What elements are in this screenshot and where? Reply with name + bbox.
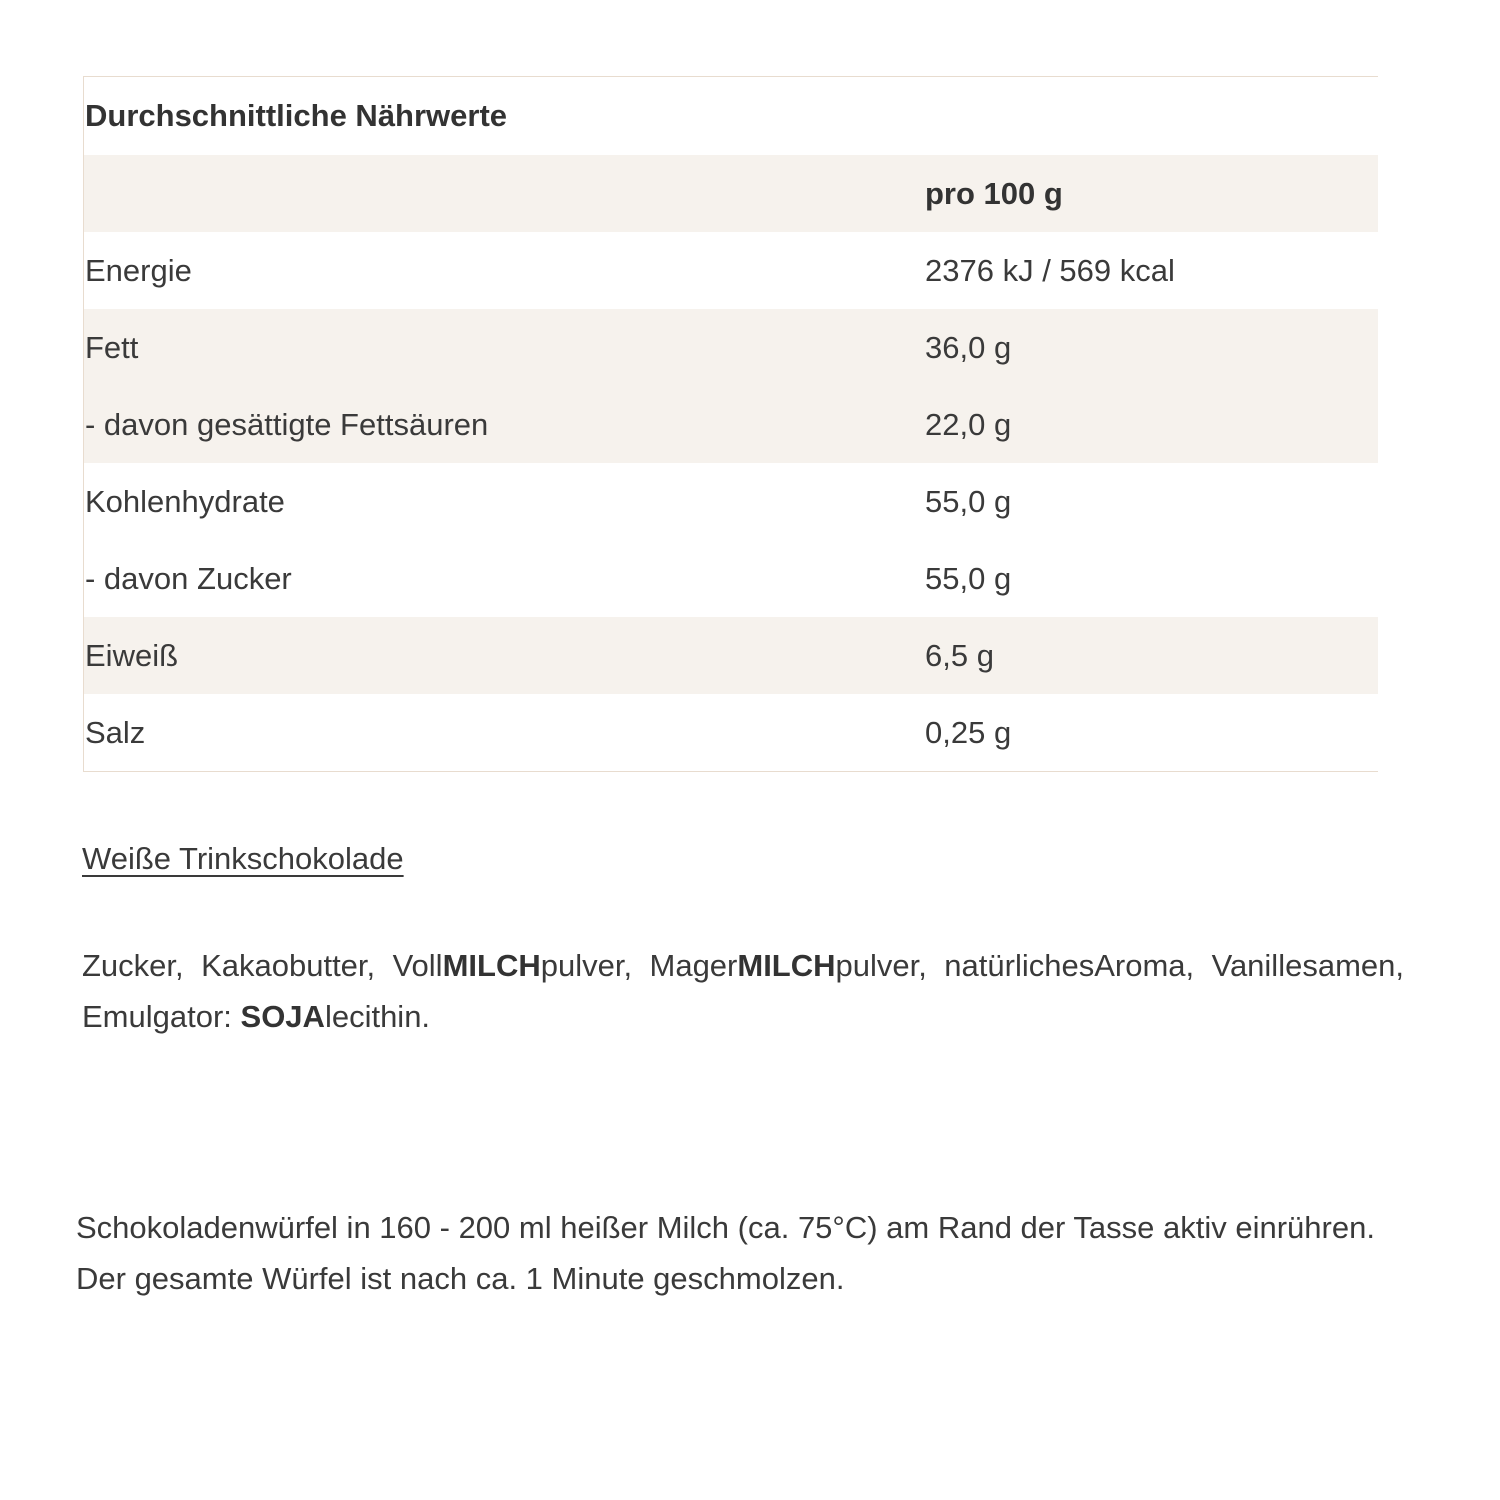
table-header-row	[84, 155, 1378, 232]
nutrient-label: - davon Zucker	[85, 560, 292, 596]
ingredients-text	[82, 940, 1404, 1042]
nutrient-value: 22,0 g	[925, 406, 1012, 442]
allergen-milk: MILCH	[737, 948, 836, 983]
nutrient-label: Fett	[85, 329, 139, 365]
preparation-instructions	[76, 1202, 1436, 1304]
table-row	[84, 694, 1378, 771]
ingredients-part: lecithin.	[324, 999, 431, 1034]
nutrient-label: Salz	[85, 714, 146, 750]
table-row	[84, 309, 1378, 386]
nutrient-value: 55,0 g	[925, 483, 1012, 519]
table-row	[84, 617, 1378, 694]
nutrient-value: 0,25 g	[925, 714, 1012, 750]
nutrient-value: 55,0 g	[925, 560, 1012, 596]
nutrient-value: 6,5 g	[925, 637, 994, 673]
nutrient-label: Energie	[85, 252, 192, 288]
nutrient-label: Eiweiß	[85, 637, 179, 673]
instructions-line: Schokoladenwürfel in 160 - 200 ml heißer Milch (ca. 75°C) am Rand der Tasse aktiv einrühren.	[76, 1210, 1375, 1245]
ingredients-part: Zucker, Kakaobutter, Voll	[82, 948, 443, 983]
allergen-soy: SOJA	[240, 999, 325, 1034]
nutrition-table	[83, 76, 1378, 772]
nutrition-heading: Durchschnittliche Nährwerte	[85, 98, 508, 133]
instructions-line: Der gesamte Würfel ist nach ca. 1 Minute geschmolzen.	[76, 1261, 845, 1296]
ingredients-part: pulver, natürlichesAroma, Vanillesamen, Emulgator:	[82, 948, 1404, 1034]
nutrient-label: - davon gesättigte Fettsäuren	[85, 406, 489, 442]
table-row	[84, 232, 1378, 309]
table-row	[84, 540, 1378, 617]
allergen-milk: MILCH	[442, 948, 541, 983]
product-link[interactable]: Weiße Trinkschokolade	[82, 841, 404, 876]
table-row	[84, 386, 1378, 463]
nutrient-value: 36,0 g	[925, 329, 1012, 365]
table-row	[84, 463, 1378, 540]
nutrient-label: Kohlenhydrate	[85, 483, 285, 519]
nutrient-value: 2376 kJ / 569 kcal	[925, 252, 1175, 288]
column-header-per-100g: pro 100 g	[925, 175, 1063, 211]
ingredients-part: pulver, Mager	[540, 948, 738, 983]
